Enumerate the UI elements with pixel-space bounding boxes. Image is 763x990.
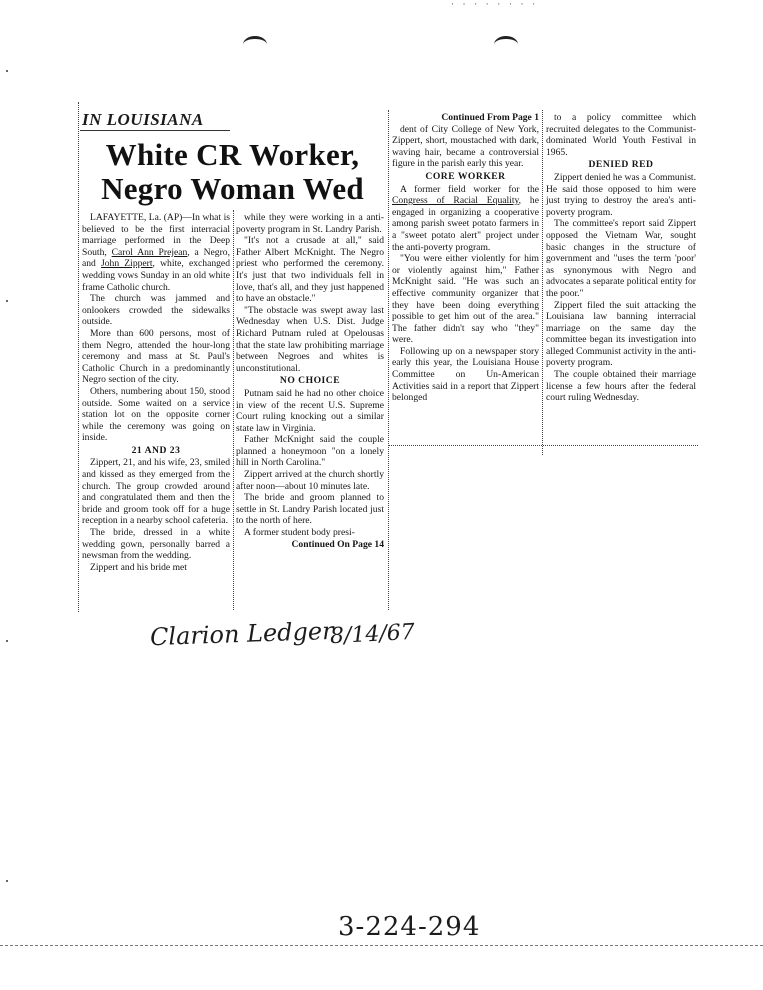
paragraph: Zippert, 21, and his wife, 23, smiled and kissed as they emerged from the church. The group crowded around and congratulated them and then the bride and groom took off for a huge reception in a nearby school cafeteria. <box>82 457 230 527</box>
column-rule <box>233 210 234 610</box>
paragraph: "The obstacle was swept away last Wednesday when U.S. Dist. Judge Richard Putnam ruled at Opelousas that the state law prohibiting marriage between Negroes and whites is unconstitutional. <box>236 304 384 374</box>
headline-line-1: White CR Worker, <box>105 137 360 172</box>
margin-speck <box>6 640 8 642</box>
top-edge-marks: · · · · · · · · <box>450 0 538 9</box>
article-column-2 <box>236 212 384 550</box>
paragraph: Zippert filed the suit attacking the Louisiana law banning interracial marriage on the same day the committee began its investigation into alleged Communist activity in the anti-poverty program. <box>546 299 697 369</box>
handwritten-source: Clarion Ledger <box>149 616 335 652</box>
paragraph: Zippert and his bride met <box>90 561 187 573</box>
paragraph: The couple obtained their marriage license a few hours after the federal court ruling Wednesday. <box>546 369 696 404</box>
column-rule <box>78 102 79 612</box>
subheading: DENIED RED <box>588 159 654 171</box>
paragraph: Following up on a newspaper story early this year, the Louisiana House Committee on Un-American Activities said in a report that Zippert belonged <box>392 345 539 404</box>
paragraph: The bride, dressed in a white wedding gown, personally barred a newsman from the wedding. <box>82 527 230 562</box>
continued-on-line: Continued On Page 14 <box>291 538 384 550</box>
underlined-name: John Zippert <box>101 258 153 270</box>
paragraph: Zippert denied he was a Communist. He said those opposed to him were just trying to destroy the area's anti-poverty program. <box>546 171 696 218</box>
paragraph: LAFAYETTE, La. (AP)—In what is believed to be the first interracial marriage performed in the Deep South, Carol Ann Prejean, a Negro, and John Zippert, white, exchanged wedding vows Sunday in an old white frame Catholic church. <box>82 212 230 293</box>
paragraph: A former student body presi- <box>244 527 355 539</box>
paragraph: "You were either violently for him or violently against him," Father McKnight said. "He was such an effective community organizer that they have been doing everything possible to get him out of the area." The father didn't say who "they" were. <box>392 253 539 346</box>
scan-edge-line <box>0 945 763 946</box>
paragraph: The bride and groom planned to settle in St. Landry Parish located just to the north of here. <box>236 492 384 527</box>
punch-hole-right <box>494 36 518 53</box>
punch-hole-left <box>243 36 267 53</box>
column-rule <box>388 110 389 610</box>
paragraph: "It's not a crusade at all," said Father Albert McKnight. The Negro priest who performed the ceremony. It's just that two individuals fell in love, that's all, and they just happened to have an obstacle." <box>236 235 384 305</box>
underlined-name: Carol Ann Prejean <box>111 246 188 258</box>
margin-speck <box>6 880 8 882</box>
paragraph: Father McKnight said the couple planned a honeymoon "on a lonely hill in North Carolina." <box>236 434 384 469</box>
paragraph: while they were working in a anti-poverty program in St. Landry Parish. <box>236 212 384 235</box>
article-column-4 <box>546 112 696 404</box>
article-column-3 <box>392 112 539 404</box>
paragraph: The church was jammed and onlookers crowded the sidewalks outside. <box>82 293 230 328</box>
subheading: 21 AND 23 <box>131 444 181 456</box>
article-column-1 <box>82 212 230 573</box>
section-rule <box>80 130 230 131</box>
underlined-organization: Congress of Racial Equality <box>392 195 519 207</box>
margin-speck <box>6 300 8 302</box>
headline-line-2: Negro Woman Wed <box>101 171 364 206</box>
paragraph: Others, numbering about 150, stood outside. Some waited on a service station lot on the opposite corner while the ceremony was going on inside. <box>82 385 230 444</box>
continued-from-line: Continued From Page 1 <box>441 112 539 123</box>
paragraph: Putnam said he had no other choice in view of the recent U.S. Supreme Court ruling knocking out a similar state law in Virginia. <box>236 387 384 434</box>
paragraph: to a policy committee which recruited delegates to the Communist-dominated World Youth Festival in 1965. <box>546 112 696 158</box>
paragraph: More than 600 persons, most of them Negro, attended the hour-long ceremony and mass at St. Paul's Catholic Church in a predominantly Negro section of the city. <box>82 327 230 386</box>
headline <box>80 138 385 206</box>
paragraph: The committee's report said Zippert opposed the Vietnam War, sought basic changes in the structure of government and "uses the term 'poor' as synonymous with Negro and advocates a separate political entity for the poor." <box>546 218 696 299</box>
margin-speck <box>6 70 8 72</box>
handwritten-date: 8/14/67 <box>329 619 416 650</box>
section-heading: IN LOUISIANA <box>82 110 204 129</box>
paragraph: A former field worker for the Congress of Racial Equality, he engaged in organizing a cooperative among parish sweet potato farmers in a "sweet potato alert" project under the anti-poverty program. <box>392 183 539 253</box>
subheading: NO CHOICE <box>279 375 341 387</box>
paragraph: Zippert arrived at the church shortly after noon—about 10 minutes late. <box>236 469 384 492</box>
column-end-rule <box>388 445 698 446</box>
paragraph: dent of City College of New York, Zippert, short, moustached with dark, waving hair, became a controversial figure in the parish early this year. <box>392 123 539 170</box>
subheading: CORE WORKER <box>425 170 506 182</box>
column-rule <box>542 110 543 455</box>
handwritten-file-number: 3-224-294 <box>338 912 481 942</box>
